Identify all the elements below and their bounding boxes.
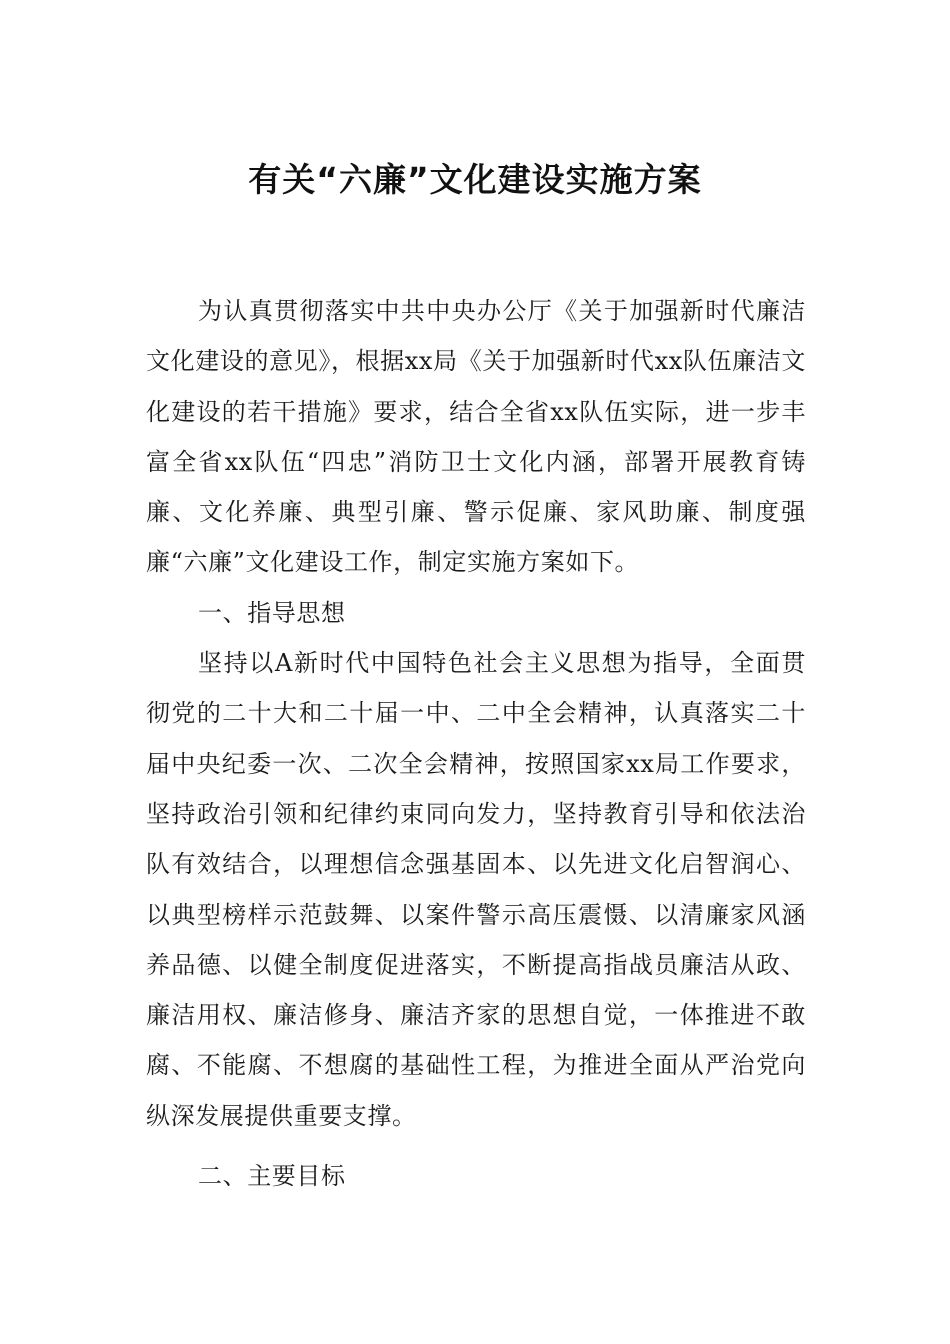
- document-body: [146, 286, 806, 1201]
- intro-paragraph: 为认真贯彻落实中共中央办公厅《关于加强新时代廉洁文化建设的意见》，根据xx局《关于加强新时代xx队伍廉洁文化建设的若干措施》要求，结合全省xx队伍实际，进一步丰富全省xx队伍“四忠”消防卫士文化内涵，部署开展教育铸廉、文化养廉、典型引廉、警示促廉、家风助廉、制度强廉“六廉”文化建设工作，制定实施方案如下。: [146, 297, 806, 577]
- section-heading-guiding-ideology: 一、指导思想: [198, 598, 346, 627]
- section-heading-main-goals: 二、主要目标: [198, 1162, 346, 1191]
- document-title: 有关“六廉”文化建设实施方案: [248, 160, 702, 199]
- guiding-ideology-paragraph: 坚持以A新时代中国特色社会主义思想为指导，全面贯彻党的二十大和二十届一中、二中全会精神，认真落实二十届中央纪委一次、二次全会精神，按照国家xx局工作要求，坚持政治引领和纪律约束同向发力，坚持教育引导和依法治队有效结合，以理想信念强基固本、以先进文化启智润心、以典型榜样示范鼓舞、以案件警示高压震慑、以清廉家风涵养品德、以健全制度促进落实，不断提高指战员廉洁从政、廉洁用权、廉洁修身、廉洁齐家的思想自觉，一体推进不敢腐、不能腐、不想腐的基础性工程，为推进全面从严治党向纵深发展提供重要支撑。: [146, 649, 806, 1130]
